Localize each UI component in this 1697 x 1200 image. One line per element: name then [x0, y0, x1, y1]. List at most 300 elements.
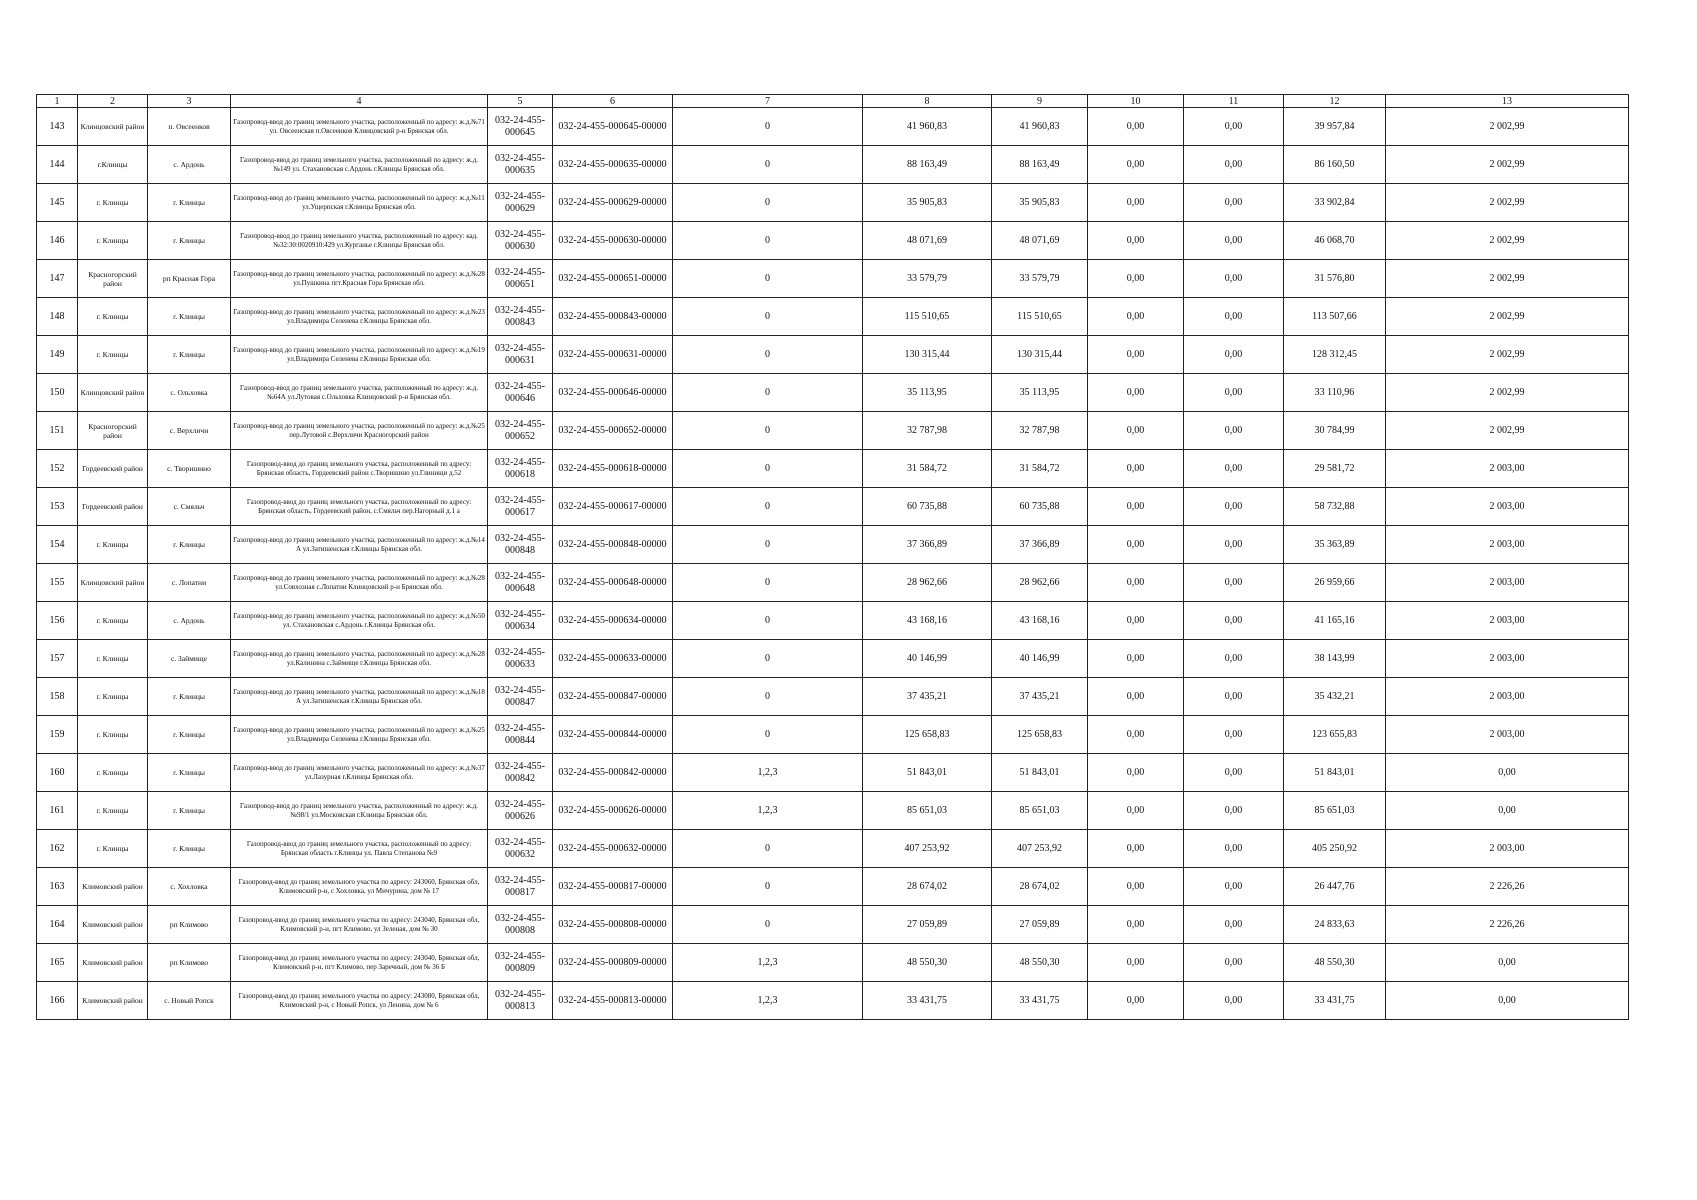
- cell-locality: г. Клинцы: [148, 716, 231, 754]
- cell-amount-col9: 33 579,79: [992, 260, 1088, 298]
- cell-amount-col11: 0,00: [1184, 450, 1284, 488]
- table-row: [37, 678, 1629, 716]
- cell-full-code: 032-24-455-000631-00000: [553, 336, 673, 374]
- cell-amount-col12: 33 110,96: [1284, 374, 1386, 412]
- cell-object-description: Газопровод-ввод до границ земельного участка, расположенный по адресу: ж.д.№28 ул.Калинина с.Займище г.Клинцы Брянская обл.: [231, 640, 488, 678]
- cell-object-description: Газопровод-ввод до границ земельного участка, расположенный по адресу: Брянская область г.Клинцы ул. Павла Степанова №9: [231, 830, 488, 868]
- cell-amount-col9: 115 510,65: [992, 298, 1088, 336]
- cell-row-number: 160: [37, 754, 78, 792]
- cell-amount-col10: 0,00: [1088, 868, 1184, 906]
- cell-amount-col10: 0,00: [1088, 336, 1184, 374]
- cell-amount-col13: 0,00: [1386, 754, 1629, 792]
- cell-amount-col12: 33 902,84: [1284, 184, 1386, 222]
- cell-row-number: 161: [37, 792, 78, 830]
- cell-row-number: 166: [37, 982, 78, 1020]
- cell-amount-col13: 2 003,00: [1386, 526, 1629, 564]
- cell-object-code: 032-24-455-000651: [488, 260, 553, 298]
- cell-note: 0: [673, 830, 863, 868]
- cell-amount-col13: 2 003,00: [1386, 488, 1629, 526]
- cell-amount-col11: 0,00: [1184, 944, 1284, 982]
- cell-note: 0: [673, 488, 863, 526]
- cell-amount-col9: 88 163,49: [992, 146, 1088, 184]
- cell-amount-col11: 0,00: [1184, 716, 1284, 754]
- cell-object-code: 032-24-455-000809: [488, 944, 553, 982]
- cell-note: 0: [673, 146, 863, 184]
- cell-amount-col13: 0,00: [1386, 944, 1629, 982]
- cell-amount-col10: 0,00: [1088, 260, 1184, 298]
- cell-amount-col12: 48 550,30: [1284, 944, 1386, 982]
- cell-note: 0: [673, 564, 863, 602]
- cell-object-description: Газопровод-ввод до границ земельного участка, расположенный по адресу: ж.д.№18 А ул.Затишенская г.Клинцы Брянская обл.: [231, 678, 488, 716]
- cell-amount-col9: 407 253,92: [992, 830, 1088, 868]
- cell-amount-col8: 48 071,69: [863, 222, 992, 260]
- cell-amount-col11: 0,00: [1184, 108, 1284, 146]
- cell-amount-col8: 41 960,83: [863, 108, 992, 146]
- cell-full-code: 032-24-455-000635-00000: [553, 146, 673, 184]
- cell-note: 0: [673, 412, 863, 450]
- cell-amount-col8: 37 366,89: [863, 526, 992, 564]
- cell-amount-col11: 0,00: [1184, 374, 1284, 412]
- column-header: 8: [863, 95, 992, 108]
- cell-row-number: 150: [37, 374, 78, 412]
- cell-object-description: Газопровод-ввод до границ земельного участка, расположенный по адресу: ж.д.№71 ул. Овсеенская п.Овсеенков Клинцовский р-н Брянская обл.: [231, 108, 488, 146]
- cell-full-code: 032-24-455-000843-00000: [553, 298, 673, 336]
- cell-amount-col11: 0,00: [1184, 906, 1284, 944]
- cell-object-code: 032-24-455-000808: [488, 906, 553, 944]
- cell-amount-col11: 0,00: [1184, 222, 1284, 260]
- table-row: [37, 374, 1629, 412]
- cell-amount-col11: 0,00: [1184, 982, 1284, 1020]
- cell-amount-col9: 60 735,88: [992, 488, 1088, 526]
- cell-amount-col11: 0,00: [1184, 792, 1284, 830]
- cell-amount-col11: 0,00: [1184, 868, 1284, 906]
- cell-object-description: Газопровод-ввод до границ земельного участка, расположенный по адресу: ж.д.№28 ул.Совхозная с.Лопатни Клинцовский р-н Брянская обл.: [231, 564, 488, 602]
- cell-row-number: 149: [37, 336, 78, 374]
- cell-row-number: 146: [37, 222, 78, 260]
- cell-object-code: 032-24-455-000645: [488, 108, 553, 146]
- cell-object-description: Газопровод-ввод до границ земельного участка, расположенный по адресу: ж.д.№25 пер.Лутовой с.Верхличи Красногорский район: [231, 412, 488, 450]
- cell-amount-col11: 0,00: [1184, 640, 1284, 678]
- cell-amount-col8: 43 168,16: [863, 602, 992, 640]
- cell-locality: г. Клинцы: [148, 222, 231, 260]
- cell-object-description: Газопровод-ввод до границ земельного участка, расположенный по адресу: ж.д.№14 А ул.Затишенская г.Клинцы Брянская обл.: [231, 526, 488, 564]
- cell-amount-col10: 0,00: [1088, 982, 1184, 1020]
- cell-object-code: 032-24-455-000848: [488, 526, 553, 564]
- cell-full-code: 032-24-455-000817-00000: [553, 868, 673, 906]
- cell-amount-col8: 48 550,30: [863, 944, 992, 982]
- cell-locality: рп Климово: [148, 944, 231, 982]
- cell-locality: рп Красная Гора: [148, 260, 231, 298]
- table-row: [37, 830, 1629, 868]
- cell-note: 0: [673, 108, 863, 146]
- cell-amount-col10: 0,00: [1088, 374, 1184, 412]
- cell-amount-col10: 0,00: [1088, 830, 1184, 868]
- cell-object-code: 032-24-455-000618: [488, 450, 553, 488]
- cell-object-description: Газопровод-ввод до границ земельного участка по адресу: 243060, Брянская обл, Климовский р-н, с Хохловка, ул Мичурина, дом № 17: [231, 868, 488, 906]
- table-row: [37, 450, 1629, 488]
- cell-amount-col13: 2 003,00: [1386, 602, 1629, 640]
- cell-amount-col8: 125 658,83: [863, 716, 992, 754]
- cell-amount-col11: 0,00: [1184, 526, 1284, 564]
- cell-district: г. Клинцы: [78, 298, 148, 336]
- cell-object-code: 032-24-455-000626: [488, 792, 553, 830]
- table-row: [37, 602, 1629, 640]
- cell-amount-col8: 130 315,44: [863, 336, 992, 374]
- cell-district: Клинцовский район: [78, 108, 148, 146]
- cell-amount-col11: 0,00: [1184, 754, 1284, 792]
- cell-locality: г. Клинцы: [148, 678, 231, 716]
- cell-object-code: 032-24-455-000617: [488, 488, 553, 526]
- cell-district: г. Клинцы: [78, 526, 148, 564]
- cell-full-code: 032-24-455-000634-00000: [553, 602, 673, 640]
- cell-object-description: Газопровод-ввод до границ земельного участка, расположенный по адресу: ж.д.№19 ул.Владимира Селенева г.Клинцы Брянская обл.: [231, 336, 488, 374]
- cell-object-code: 032-24-455-000817: [488, 868, 553, 906]
- table-row: [37, 754, 1629, 792]
- cell-district: Климовский район: [78, 906, 148, 944]
- cell-full-code: 032-24-455-000645-00000: [553, 108, 673, 146]
- cell-locality: г. Клинцы: [148, 336, 231, 374]
- cell-amount-col12: 123 655,83: [1284, 716, 1386, 754]
- cell-amount-col12: 24 833,63: [1284, 906, 1386, 944]
- cell-amount-col10: 0,00: [1088, 754, 1184, 792]
- cell-amount-col13: 2 002,99: [1386, 260, 1629, 298]
- cell-note: 0: [673, 374, 863, 412]
- cell-amount-col10: 0,00: [1088, 184, 1184, 222]
- cell-amount-col9: 48 550,30: [992, 944, 1088, 982]
- cell-amount-col12: 128 312,45: [1284, 336, 1386, 374]
- cell-amount-col9: 28 962,66: [992, 564, 1088, 602]
- cell-amount-col12: 33 431,75: [1284, 982, 1386, 1020]
- cell-amount-col9: 51 843,01: [992, 754, 1088, 792]
- table-row: [37, 526, 1629, 564]
- cell-object-code: 032-24-455-000847: [488, 678, 553, 716]
- cell-row-number: 148: [37, 298, 78, 336]
- cell-object-code: 032-24-455-000652: [488, 412, 553, 450]
- cell-amount-col12: 85 651,03: [1284, 792, 1386, 830]
- cell-amount-col8: 407 253,92: [863, 830, 992, 868]
- cell-locality: с. Хохловка: [148, 868, 231, 906]
- cell-district: Клинцовский район: [78, 374, 148, 412]
- cell-locality: с. Займище: [148, 640, 231, 678]
- cell-object-code: 032-24-455-000844: [488, 716, 553, 754]
- cell-row-number: 163: [37, 868, 78, 906]
- cell-locality: с. Ардонь: [148, 146, 231, 184]
- column-number-header-row: [37, 95, 1629, 108]
- cell-district: Клинцовский район: [78, 564, 148, 602]
- cell-row-number: 155: [37, 564, 78, 602]
- cell-note: 0: [673, 298, 863, 336]
- cell-amount-col11: 0,00: [1184, 830, 1284, 868]
- cell-object-code: 032-24-455-000635: [488, 146, 553, 184]
- cell-amount-col8: 32 787,98: [863, 412, 992, 450]
- cell-amount-col11: 0,00: [1184, 564, 1284, 602]
- cell-amount-col9: 85 651,03: [992, 792, 1088, 830]
- cell-amount-col9: 31 584,72: [992, 450, 1088, 488]
- cell-full-code: 032-24-455-000651-00000: [553, 260, 673, 298]
- cell-district: г. Клинцы: [78, 716, 148, 754]
- cell-object-code: 032-24-455-000631: [488, 336, 553, 374]
- cell-amount-col9: 40 146,99: [992, 640, 1088, 678]
- cell-object-description: Газопровод-ввод до границ земельного участка, расположенный по адресу: ж.д.№64А ул.Лутовая с.Ольховка Клинцовский р-н Брянская обл.: [231, 374, 488, 412]
- cell-amount-col12: 58 732,88: [1284, 488, 1386, 526]
- cell-amount-col8: 51 843,01: [863, 754, 992, 792]
- cell-locality: рп Климово: [148, 906, 231, 944]
- cell-amount-col13: 0,00: [1386, 792, 1629, 830]
- cell-amount-col13: 2 003,00: [1386, 830, 1629, 868]
- cell-amount-col11: 0,00: [1184, 412, 1284, 450]
- cell-object-code: 032-24-455-000842: [488, 754, 553, 792]
- cell-amount-col13: 2 002,99: [1386, 336, 1629, 374]
- table-row: [37, 146, 1629, 184]
- cell-amount-col12: 35 432,21: [1284, 678, 1386, 716]
- cell-amount-col13: 2 003,00: [1386, 640, 1629, 678]
- cell-object-code: 032-24-455-000632: [488, 830, 553, 868]
- cell-amount-col11: 0,00: [1184, 184, 1284, 222]
- cell-note: 1,2,3: [673, 792, 863, 830]
- cell-locality: г. Клинцы: [148, 526, 231, 564]
- cell-object-description: Газопровод-ввод до границ земельного участка, расположенный по адресу: ж.д.№50 ул. Стахановская с.Ардонь г.Клинцы Брянская обл.: [231, 602, 488, 640]
- cell-row-number: 164: [37, 906, 78, 944]
- cell-note: 1,2,3: [673, 754, 863, 792]
- cell-full-code: 032-24-455-000630-00000: [553, 222, 673, 260]
- cell-district: Климовский район: [78, 982, 148, 1020]
- column-header: 12: [1284, 95, 1386, 108]
- cell-amount-col10: 0,00: [1088, 678, 1184, 716]
- cell-row-number: 147: [37, 260, 78, 298]
- cell-amount-col10: 0,00: [1088, 526, 1184, 564]
- cell-amount-col13: 2 226,26: [1386, 906, 1629, 944]
- table-row: [37, 792, 1629, 830]
- table-row: [37, 260, 1629, 298]
- column-header: 11: [1184, 95, 1284, 108]
- column-header: 1: [37, 95, 78, 108]
- cell-amount-col8: 85 651,03: [863, 792, 992, 830]
- cell-locality: с. Ардонь: [148, 602, 231, 640]
- cell-amount-col13: 2 002,99: [1386, 184, 1629, 222]
- cell-locality: с. Лопатни: [148, 564, 231, 602]
- table-row: [37, 184, 1629, 222]
- cell-amount-col10: 0,00: [1088, 108, 1184, 146]
- cell-amount-col10: 0,00: [1088, 640, 1184, 678]
- cell-amount-col10: 0,00: [1088, 792, 1184, 830]
- column-header: 2: [78, 95, 148, 108]
- cell-locality: г. Клинцы: [148, 754, 231, 792]
- cell-district: г. Клинцы: [78, 336, 148, 374]
- cell-amount-col8: 28 674,02: [863, 868, 992, 906]
- cell-amount-col8: 88 163,49: [863, 146, 992, 184]
- cell-amount-col12: 113 507,66: [1284, 298, 1386, 336]
- cell-note: 0: [673, 222, 863, 260]
- cell-district: Климовский район: [78, 944, 148, 982]
- cell-amount-col12: 41 165,16: [1284, 602, 1386, 640]
- cell-amount-col9: 37 366,89: [992, 526, 1088, 564]
- cell-object-description: Газопровод-ввод до границ земельного участка по адресу: 243080, Брянская обл, Климовский р-н, с Новый Ропск, ул Ленина, дом № 6: [231, 982, 488, 1020]
- cell-district: г.Клинцы: [78, 146, 148, 184]
- cell-object-description: Газопровод-ввод до границ земельного участка, расположенный по адресу: ж.д.№37 ул.Лазурная г.Клинцы Брянская обл.: [231, 754, 488, 792]
- cell-note: 1,2,3: [673, 944, 863, 982]
- cell-amount-col13: 2 002,99: [1386, 412, 1629, 450]
- column-header: 5: [488, 95, 553, 108]
- cell-object-description: Газопровод-ввод до границ земельного участка, расположенный по адресу: ж.д.№149 ул. Стахановская с.Ардонь г.Клинцы Брянская обл.: [231, 146, 488, 184]
- cell-locality: п. Овсеенков: [148, 108, 231, 146]
- cell-full-code: 032-24-455-000808-00000: [553, 906, 673, 944]
- cell-amount-col10: 0,00: [1088, 298, 1184, 336]
- cell-amount-col10: 0,00: [1088, 564, 1184, 602]
- cell-amount-col12: 26 447,76: [1284, 868, 1386, 906]
- cell-amount-col8: 37 435,21: [863, 678, 992, 716]
- cell-amount-col13: 0,00: [1386, 982, 1629, 1020]
- cell-amount-col13: 2 003,00: [1386, 564, 1629, 602]
- cell-amount-col9: 27 059,89: [992, 906, 1088, 944]
- cell-full-code: 032-24-455-000652-00000: [553, 412, 673, 450]
- cell-amount-col12: 35 363,89: [1284, 526, 1386, 564]
- cell-amount-col10: 0,00: [1088, 602, 1184, 640]
- cell-row-number: 158: [37, 678, 78, 716]
- cell-row-number: 154: [37, 526, 78, 564]
- cell-amount-col12: 405 250,92: [1284, 830, 1386, 868]
- cell-note: 0: [673, 678, 863, 716]
- cell-district: Климовский район: [78, 868, 148, 906]
- cell-district: г. Клинцы: [78, 754, 148, 792]
- cell-amount-col11: 0,00: [1184, 260, 1284, 298]
- cell-row-number: 153: [37, 488, 78, 526]
- cell-amount-col8: 115 510,65: [863, 298, 992, 336]
- cell-amount-col9: 37 435,21: [992, 678, 1088, 716]
- table-row: [37, 298, 1629, 336]
- table-row: [37, 564, 1629, 602]
- cell-amount-col10: 0,00: [1088, 906, 1184, 944]
- cell-amount-col13: 2 002,99: [1386, 108, 1629, 146]
- cell-amount-col8: 35 905,83: [863, 184, 992, 222]
- cell-object-description: Газопровод-ввод до границ земельного участка, расположенный по адресу: кад. №32:30:0020910:429 ул.Курганье г.Клинцы Брянская обл.: [231, 222, 488, 260]
- table-row: [37, 716, 1629, 754]
- column-header: 4: [231, 95, 488, 108]
- cell-row-number: 156: [37, 602, 78, 640]
- cell-note: 0: [673, 602, 863, 640]
- cell-full-code: 032-24-455-000646-00000: [553, 374, 673, 412]
- cell-amount-col12: 86 160,50: [1284, 146, 1386, 184]
- cell-object-description: Газопровод-ввод до границ земельного участка, расположенный по адресу: ж.д.№98/1 ул.Московская г.Клинцы Брянская обл.: [231, 792, 488, 830]
- cell-full-code: 032-24-455-000809-00000: [553, 944, 673, 982]
- cell-amount-col8: 40 146,99: [863, 640, 992, 678]
- cell-full-code: 032-24-455-000629-00000: [553, 184, 673, 222]
- cell-amount-col13: 2 003,00: [1386, 450, 1629, 488]
- table-row: [37, 906, 1629, 944]
- cell-object-description: Газопровод-ввод до границ земельного участка по адресу: 243040, Брянская обл, Климовский р-н, пгт Климово, ул Зеленая, дом № 30: [231, 906, 488, 944]
- cell-district: Красногорский район: [78, 260, 148, 298]
- cell-full-code: 032-24-455-000632-00000: [553, 830, 673, 868]
- cell-row-number: 162: [37, 830, 78, 868]
- cell-amount-col9: 48 071,69: [992, 222, 1088, 260]
- cell-note: 1,2,3: [673, 982, 863, 1020]
- cell-full-code: 032-24-455-000848-00000: [553, 526, 673, 564]
- cell-amount-col13: 2 002,99: [1386, 298, 1629, 336]
- cell-row-number: 145: [37, 184, 78, 222]
- column-header: 9: [992, 95, 1088, 108]
- cell-object-code: 032-24-455-000633: [488, 640, 553, 678]
- column-header: 13: [1386, 95, 1629, 108]
- cell-note: 0: [673, 450, 863, 488]
- cell-locality: с. Творишино: [148, 450, 231, 488]
- cell-amount-col12: 26 959,66: [1284, 564, 1386, 602]
- table-row: [37, 488, 1629, 526]
- cell-amount-col10: 0,00: [1088, 222, 1184, 260]
- cell-amount-col12: 38 143,99: [1284, 640, 1386, 678]
- cell-object-code: 032-24-455-000634: [488, 602, 553, 640]
- cell-object-description: Газопровод-ввод до границ земельного участка, расположенный по адресу: ж.д.№23 ул.Владимира Селенева г.Клинцы Брянская обл.: [231, 298, 488, 336]
- cell-amount-col13: 2 002,99: [1386, 222, 1629, 260]
- cell-amount-col10: 0,00: [1088, 716, 1184, 754]
- cell-amount-col9: 32 787,98: [992, 412, 1088, 450]
- cell-district: г. Клинцы: [78, 678, 148, 716]
- table-row: [37, 640, 1629, 678]
- cell-amount-col11: 0,00: [1184, 678, 1284, 716]
- column-header: 6: [553, 95, 673, 108]
- cell-amount-col11: 0,00: [1184, 298, 1284, 336]
- cell-amount-col10: 0,00: [1088, 450, 1184, 488]
- cell-amount-col12: 46 068,70: [1284, 222, 1386, 260]
- cell-full-code: 032-24-455-000813-00000: [553, 982, 673, 1020]
- cell-note: 0: [673, 640, 863, 678]
- cell-row-number: 159: [37, 716, 78, 754]
- document-sheet: [36, 94, 1628, 1020]
- cell-amount-col8: 28 962,66: [863, 564, 992, 602]
- cell-amount-col12: 51 843,01: [1284, 754, 1386, 792]
- cell-amount-col9: 28 674,02: [992, 868, 1088, 906]
- cell-locality: с. Верхличи: [148, 412, 231, 450]
- cell-object-description: Газопровод-ввод до границ земельного участка, расположенный по адресу: ж.д.№28 ул.Пушкина пгт.Красная Гора Брянская обл.: [231, 260, 488, 298]
- cell-object-code: 032-24-455-000646: [488, 374, 553, 412]
- cell-object-code: 032-24-455-000813: [488, 982, 553, 1020]
- cell-district: г. Клинцы: [78, 184, 148, 222]
- cell-amount-col11: 0,00: [1184, 336, 1284, 374]
- cell-locality: с. Смяльч: [148, 488, 231, 526]
- cell-amount-col8: 35 113,95: [863, 374, 992, 412]
- cell-amount-col13: 2 226,26: [1386, 868, 1629, 906]
- cell-amount-col11: 0,00: [1184, 146, 1284, 184]
- cell-amount-col12: 39 957,84: [1284, 108, 1386, 146]
- cell-amount-col12: 29 581,72: [1284, 450, 1386, 488]
- cell-full-code: 032-24-455-000626-00000: [553, 792, 673, 830]
- table-row: [37, 336, 1629, 374]
- cell-object-description: Газопровод-ввод до границ земельного участка, расположенный по адресу: ж.д.№25 ул.Владимира Селенева г.Клинцы Брянская обл.: [231, 716, 488, 754]
- cell-amount-col9: 125 658,83: [992, 716, 1088, 754]
- cell-object-description: Газопровод-ввод до границ земельного участка по адресу: 243040, Брянская обл, Климовский р-н, пгт Климово, пер Заречный, дом № 36 Б: [231, 944, 488, 982]
- cell-note: 0: [673, 868, 863, 906]
- cell-district: Гордеевский район: [78, 488, 148, 526]
- cell-amount-col10: 0,00: [1088, 412, 1184, 450]
- cell-amount-col8: 33 431,75: [863, 982, 992, 1020]
- cell-locality: г. Клинцы: [148, 184, 231, 222]
- cell-row-number: 157: [37, 640, 78, 678]
- cell-amount-col9: 41 960,83: [992, 108, 1088, 146]
- cell-note: 0: [673, 526, 863, 564]
- table-body: [37, 95, 1629, 1020]
- cell-amount-col13: 2 003,00: [1386, 716, 1629, 754]
- cell-amount-col10: 0,00: [1088, 488, 1184, 526]
- column-header: 3: [148, 95, 231, 108]
- cell-locality: с. Ольховка: [148, 374, 231, 412]
- table-row: [37, 944, 1629, 982]
- cell-note: 0: [673, 260, 863, 298]
- cell-amount-col10: 0,00: [1088, 944, 1184, 982]
- cell-object-description: Газопровод-ввод до границ земельного участка, расположенный по адресу: ж.д.№11 ул.Ущерпская г.Клинцы Брянская обл.: [231, 184, 488, 222]
- table-row: [37, 222, 1629, 260]
- cell-amount-col10: 0,00: [1088, 146, 1184, 184]
- table-row: [37, 982, 1629, 1020]
- cell-row-number: 165: [37, 944, 78, 982]
- cell-amount-col13: 2 003,00: [1386, 678, 1629, 716]
